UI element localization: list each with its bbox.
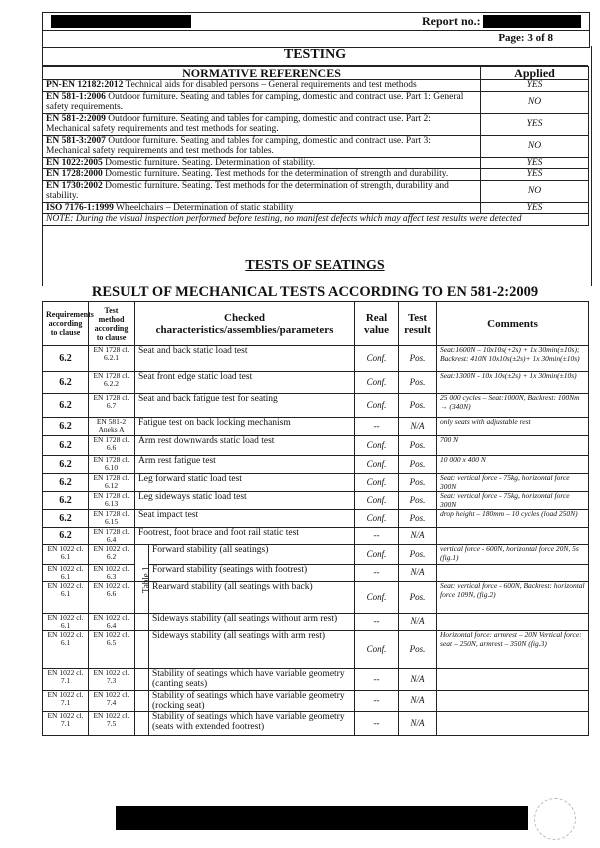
checked-parameter: Forward stability (all seatings) bbox=[149, 545, 355, 565]
test-result: Pos. bbox=[399, 510, 437, 528]
comment: Seat:1600N – 10x10s(+2s) + 1x 30min(±10s); Backrest: 410N 10x10s(±2s)+ 1x 30min(±10s) bbox=[437, 346, 589, 372]
standard-code: EN 581-2:2009 bbox=[46, 113, 106, 124]
test-method: EN 1728 cl. 6.15 bbox=[89, 510, 135, 528]
standard-title: Domestic furniture. Seating. Test methods for the determination of strength and durability. bbox=[102, 169, 449, 179]
comment: vertical force - 600N, horizontal force 20N, 5s (fig.1) bbox=[437, 545, 589, 565]
standard-code: EN 1022:2005 bbox=[46, 157, 103, 168]
report-header bbox=[42, 12, 590, 48]
test-result: N/A bbox=[399, 691, 437, 712]
standard-title: Wheelchairs – Determination of static stability bbox=[113, 202, 294, 213]
test-result: Pos. bbox=[399, 456, 437, 474]
checked-parameter: Leg forward static load test bbox=[135, 474, 355, 492]
standard-title: Outdoor furniture. Seating and tables for camping, domestic and contract use. Part 3: Mechanical safety requirements and test methods for tables. bbox=[46, 135, 431, 156]
normative-title: NORMATIVE REFERENCES bbox=[43, 67, 481, 80]
real-value: Conf. bbox=[355, 510, 399, 528]
real-value: Conf. bbox=[355, 582, 399, 614]
checked-parameter: Arm rest fatigue test bbox=[135, 456, 355, 474]
test-method: EN 1728 cl. 6.4 bbox=[89, 528, 135, 545]
comment bbox=[437, 614, 589, 631]
checked-parameter: Stability of seatings which have variable geometry (canting seats) bbox=[149, 669, 355, 691]
real-value: Conf. bbox=[355, 456, 399, 474]
applied-value: YES bbox=[481, 113, 589, 135]
real-value: Conf. bbox=[355, 492, 399, 510]
checked-parameter: Arm rest downwards static load test bbox=[135, 436, 355, 456]
test-method: EN 1728 cl. 6.2.1 bbox=[89, 346, 135, 372]
test-row bbox=[43, 545, 589, 565]
standard-code: EN 581-1:2006 bbox=[46, 91, 106, 102]
comment bbox=[437, 669, 589, 691]
test-row bbox=[43, 492, 589, 510]
mech-title: RESULT OF MECHANICAL TESTS ACCORDING TO EN 581-2:2009 bbox=[91, 284, 539, 300]
real-value: -- bbox=[355, 565, 399, 582]
requirement-clause: 6.2 bbox=[43, 346, 89, 372]
normative-text bbox=[43, 157, 481, 169]
header-real-value: Real value bbox=[355, 302, 399, 346]
normative-row bbox=[43, 169, 589, 181]
test-result: N/A bbox=[399, 418, 437, 436]
comment bbox=[437, 565, 589, 582]
real-value: Conf. bbox=[355, 631, 399, 669]
test-result: N/A bbox=[399, 565, 437, 582]
test-method: EN 1022 cl. 6.3 bbox=[89, 565, 135, 582]
stamp-seal bbox=[534, 798, 576, 840]
real-value: -- bbox=[355, 528, 399, 545]
test-method: EN 1022 cl. 7.4 bbox=[89, 691, 135, 712]
standard-code: EN 1730:2002 bbox=[46, 180, 103, 191]
checked-parameter: Stability of seatings which have variable geometry (seats with extended footrest) bbox=[149, 712, 355, 736]
comment bbox=[437, 712, 589, 736]
requirement-clause: EN 1022 cl. 6.1 bbox=[43, 582, 89, 614]
requirement-clause: EN 1022 cl. 7.1 bbox=[43, 691, 89, 712]
test-method: EN 1022 cl. 6.4 bbox=[89, 614, 135, 631]
test-row bbox=[43, 372, 589, 394]
applied-value: YES bbox=[481, 169, 589, 181]
requirement-clause: EN 1022 cl. 6.1 bbox=[43, 565, 89, 582]
test-method: EN 1022 cl. 7.5 bbox=[89, 712, 135, 736]
table1-label bbox=[135, 545, 151, 594]
test-result: Pos. bbox=[399, 545, 437, 565]
normative-row bbox=[43, 91, 589, 113]
checked-parameter: Footrest, foot brace and foot rail static test bbox=[135, 528, 355, 545]
test-result: N/A bbox=[399, 669, 437, 691]
checked-parameter: Rearward stability (all seatings with back) bbox=[149, 582, 355, 614]
test-method: EN 1022 cl. 6.2 bbox=[89, 545, 135, 565]
standard-title: Outdoor furniture. Seating and tables for camping, domestic and contract use. Part 1: General safety requirements. bbox=[46, 91, 464, 112]
header-test-result: Test result bbox=[399, 302, 437, 346]
real-value: Conf. bbox=[355, 474, 399, 492]
inspection-note: NOTE: During the visual inspection performed before testing, no manifest defects which may affect test results were detected bbox=[43, 214, 589, 226]
test-row bbox=[43, 474, 589, 492]
comment: 700 N bbox=[437, 436, 589, 456]
test-result: N/A bbox=[399, 712, 437, 736]
testing-title: TESTING bbox=[42, 47, 588, 66]
mechanical-tests-table bbox=[42, 301, 589, 736]
test-result: Pos. bbox=[399, 372, 437, 394]
comment bbox=[437, 691, 589, 712]
applied-value: YES bbox=[481, 80, 589, 92]
table1-text: Table 1 bbox=[140, 566, 151, 594]
requirement-clause: 6.2 bbox=[43, 372, 89, 394]
test-method: EN 1728 cl. 6.2.2 bbox=[89, 372, 135, 394]
real-value: Conf. bbox=[355, 436, 399, 456]
test-row bbox=[43, 712, 589, 736]
standard-title: Outdoor furniture. Seating and tables for camping, domestic and contract use. Part 2: Mechanical safety requirements and test methods for seating. bbox=[46, 113, 431, 134]
applied-value: YES bbox=[481, 157, 589, 169]
requirement-clause: 6.2 bbox=[43, 436, 89, 456]
checked-parameter: Seat and back static load test bbox=[135, 346, 355, 372]
standard-code: EN 1728:2000 bbox=[46, 169, 103, 179]
requirement-clause: EN 1022 cl. 6.1 bbox=[43, 545, 89, 565]
checked-parameter: Seat front edge static load test bbox=[135, 372, 355, 394]
test-result: Pos. bbox=[399, 436, 437, 456]
test-row bbox=[43, 528, 589, 545]
test-result: N/A bbox=[399, 528, 437, 545]
test-row bbox=[43, 436, 589, 456]
applied-value: YES bbox=[481, 202, 589, 214]
test-method: EN 1022 cl. 6.5 bbox=[89, 631, 135, 669]
redacted-footer bbox=[116, 806, 528, 830]
normative-text bbox=[43, 113, 481, 135]
checked-parameter: Fatigue test on back locking mechanism bbox=[135, 418, 355, 436]
tests-title: TESTS OF SEATINGS bbox=[245, 258, 385, 273]
real-value: -- bbox=[355, 712, 399, 736]
test-method: EN 1728 cl. 6.7 bbox=[89, 394, 135, 418]
comment: Horizontal force: armrest – 20N Vertical force: seat – 250N, armrest – 350N (fig.3) bbox=[437, 631, 589, 669]
checked-parameter: Stability of seatings which have variable geometry (rocking seat) bbox=[149, 691, 355, 712]
test-row bbox=[43, 510, 589, 528]
normative-row bbox=[43, 113, 589, 135]
standard-code: EN 581-3:2007 bbox=[46, 135, 106, 146]
real-value: Conf. bbox=[355, 394, 399, 418]
normative-row bbox=[43, 157, 589, 169]
test-method: EN 1728 cl. 6.12 bbox=[89, 474, 135, 492]
test-row bbox=[43, 418, 589, 436]
test-row bbox=[43, 582, 589, 614]
requirement-clause: 6.2 bbox=[43, 456, 89, 474]
checked-parameter: Forward stability (seatings with footrest) bbox=[149, 565, 355, 582]
test-row bbox=[43, 346, 589, 372]
checked-parameter: Seat and back fatigue test for seating bbox=[135, 394, 355, 418]
checked-parameter: Sideways stability (all seatings with arm rest) bbox=[149, 631, 355, 669]
real-value: Conf. bbox=[355, 545, 399, 565]
checked-parameter: Leg sideways static load test bbox=[135, 492, 355, 510]
comment: only seats with adjustable rest bbox=[437, 418, 589, 436]
test-method: EN 1728 cl. 6.10 bbox=[89, 456, 135, 474]
test-result: Pos. bbox=[399, 582, 437, 614]
test-result: Pos. bbox=[399, 394, 437, 418]
normative-row bbox=[43, 135, 589, 157]
test-method: EN 1728 cl. 6.13 bbox=[89, 492, 135, 510]
test-row bbox=[43, 631, 589, 669]
requirement-clause: 6.2 bbox=[43, 510, 89, 528]
comment: Seat: vertical force - 75kg, horizontal force 300N bbox=[437, 474, 589, 492]
requirement-clause: EN 1022 cl. 6.1 bbox=[43, 631, 89, 669]
standard-title: Domestic furniture. Seating. Test methods for the determination of strength, durability and stability. bbox=[46, 180, 449, 201]
comment: drop height – 180mm – 10 cycles (load 250N) bbox=[437, 510, 589, 528]
standard-title: Domestic furniture. Seating. Determination of stability. bbox=[102, 157, 316, 168]
real-value: -- bbox=[355, 614, 399, 631]
test-row bbox=[43, 691, 589, 712]
page-number: Page: 3 of 8 bbox=[498, 32, 553, 44]
comment: 10 000 x 400 N bbox=[437, 456, 589, 474]
header-comments: Comments bbox=[437, 302, 589, 346]
test-result: N/A bbox=[399, 614, 437, 631]
test-row bbox=[43, 456, 589, 474]
real-value: -- bbox=[355, 418, 399, 436]
checked-parameter: Seat impact test bbox=[135, 510, 355, 528]
comment: Seat: vertical force - 600N, Backrest: horizontal force 109N, (fig.2) bbox=[437, 582, 589, 614]
checked-parameter: Sideways stability (all seatings without arm rest) bbox=[149, 614, 355, 631]
header-checked: Checked characteristics/assemblies/parameters bbox=[135, 302, 355, 346]
requirement-clause: EN 1022 cl. 7.1 bbox=[43, 669, 89, 691]
requirement-clause: 6.2 bbox=[43, 418, 89, 436]
report-number-label: Report no.: bbox=[422, 14, 481, 28]
redacted-report-number bbox=[483, 15, 581, 28]
test-method: EN 1728 cl. 6.6 bbox=[89, 436, 135, 456]
comment: Seat:1300N - 10x 10s(±2s) + 1x 30min(±10s) bbox=[437, 372, 589, 394]
real-value: Conf. bbox=[355, 346, 399, 372]
test-result: Pos. bbox=[399, 474, 437, 492]
requirement-clause: EN 1022 cl. 6.1 bbox=[43, 614, 89, 631]
standard-code: PN-EN 12182:2012 bbox=[46, 80, 124, 90]
requirement-clause: EN 1022 cl. 7.1 bbox=[43, 712, 89, 736]
normative-row bbox=[43, 180, 589, 202]
real-value: Conf. bbox=[355, 372, 399, 394]
requirement-clause: 6.2 bbox=[43, 492, 89, 510]
standard-code: ISO 7176-1:1999 bbox=[46, 202, 114, 213]
comment: Seat: vertical force - 75kg, horizontal force 300N bbox=[437, 492, 589, 510]
header-test-method: Test method according to clause bbox=[89, 302, 135, 346]
test-method: EN 581-2 Aneks A bbox=[89, 418, 135, 436]
real-value: -- bbox=[355, 691, 399, 712]
normative-text bbox=[43, 180, 481, 202]
test-result: Pos. bbox=[399, 492, 437, 510]
test-row bbox=[43, 394, 589, 418]
test-result: Pos. bbox=[399, 631, 437, 669]
applied-value: NO bbox=[481, 91, 589, 113]
test-method: EN 1022 cl. 7.3 bbox=[89, 669, 135, 691]
applied-header: Applied bbox=[481, 67, 589, 80]
header-requirements: Requirements according to clause bbox=[43, 302, 89, 346]
normative-text bbox=[43, 80, 481, 92]
normative-references-table bbox=[42, 66, 589, 226]
test-row bbox=[43, 669, 589, 691]
real-value: -- bbox=[355, 669, 399, 691]
test-result: Pos. bbox=[399, 346, 437, 372]
normative-row bbox=[43, 202, 589, 214]
comment: 25 000 cycles – Seat:1000N, Backrest: 100Nm → (340N) bbox=[437, 394, 589, 418]
test-row bbox=[43, 614, 589, 631]
requirement-clause: 6.2 bbox=[43, 394, 89, 418]
normative-text bbox=[43, 135, 481, 157]
redacted-company bbox=[51, 15, 191, 28]
requirement-clause: 6.2 bbox=[43, 474, 89, 492]
normative-text bbox=[43, 91, 481, 113]
applied-value: NO bbox=[481, 180, 589, 202]
standard-title: Technical aids for disabled persons – General requirements and test methods bbox=[123, 80, 417, 90]
normative-row bbox=[43, 80, 589, 92]
normative-text bbox=[43, 202, 481, 214]
normative-text bbox=[43, 169, 481, 181]
test-method: EN 1022 cl. 6.6 bbox=[89, 582, 135, 614]
comment bbox=[437, 528, 589, 545]
applied-value: NO bbox=[481, 135, 589, 157]
test-row bbox=[43, 565, 589, 582]
requirement-clause: 6.2 bbox=[43, 528, 89, 545]
